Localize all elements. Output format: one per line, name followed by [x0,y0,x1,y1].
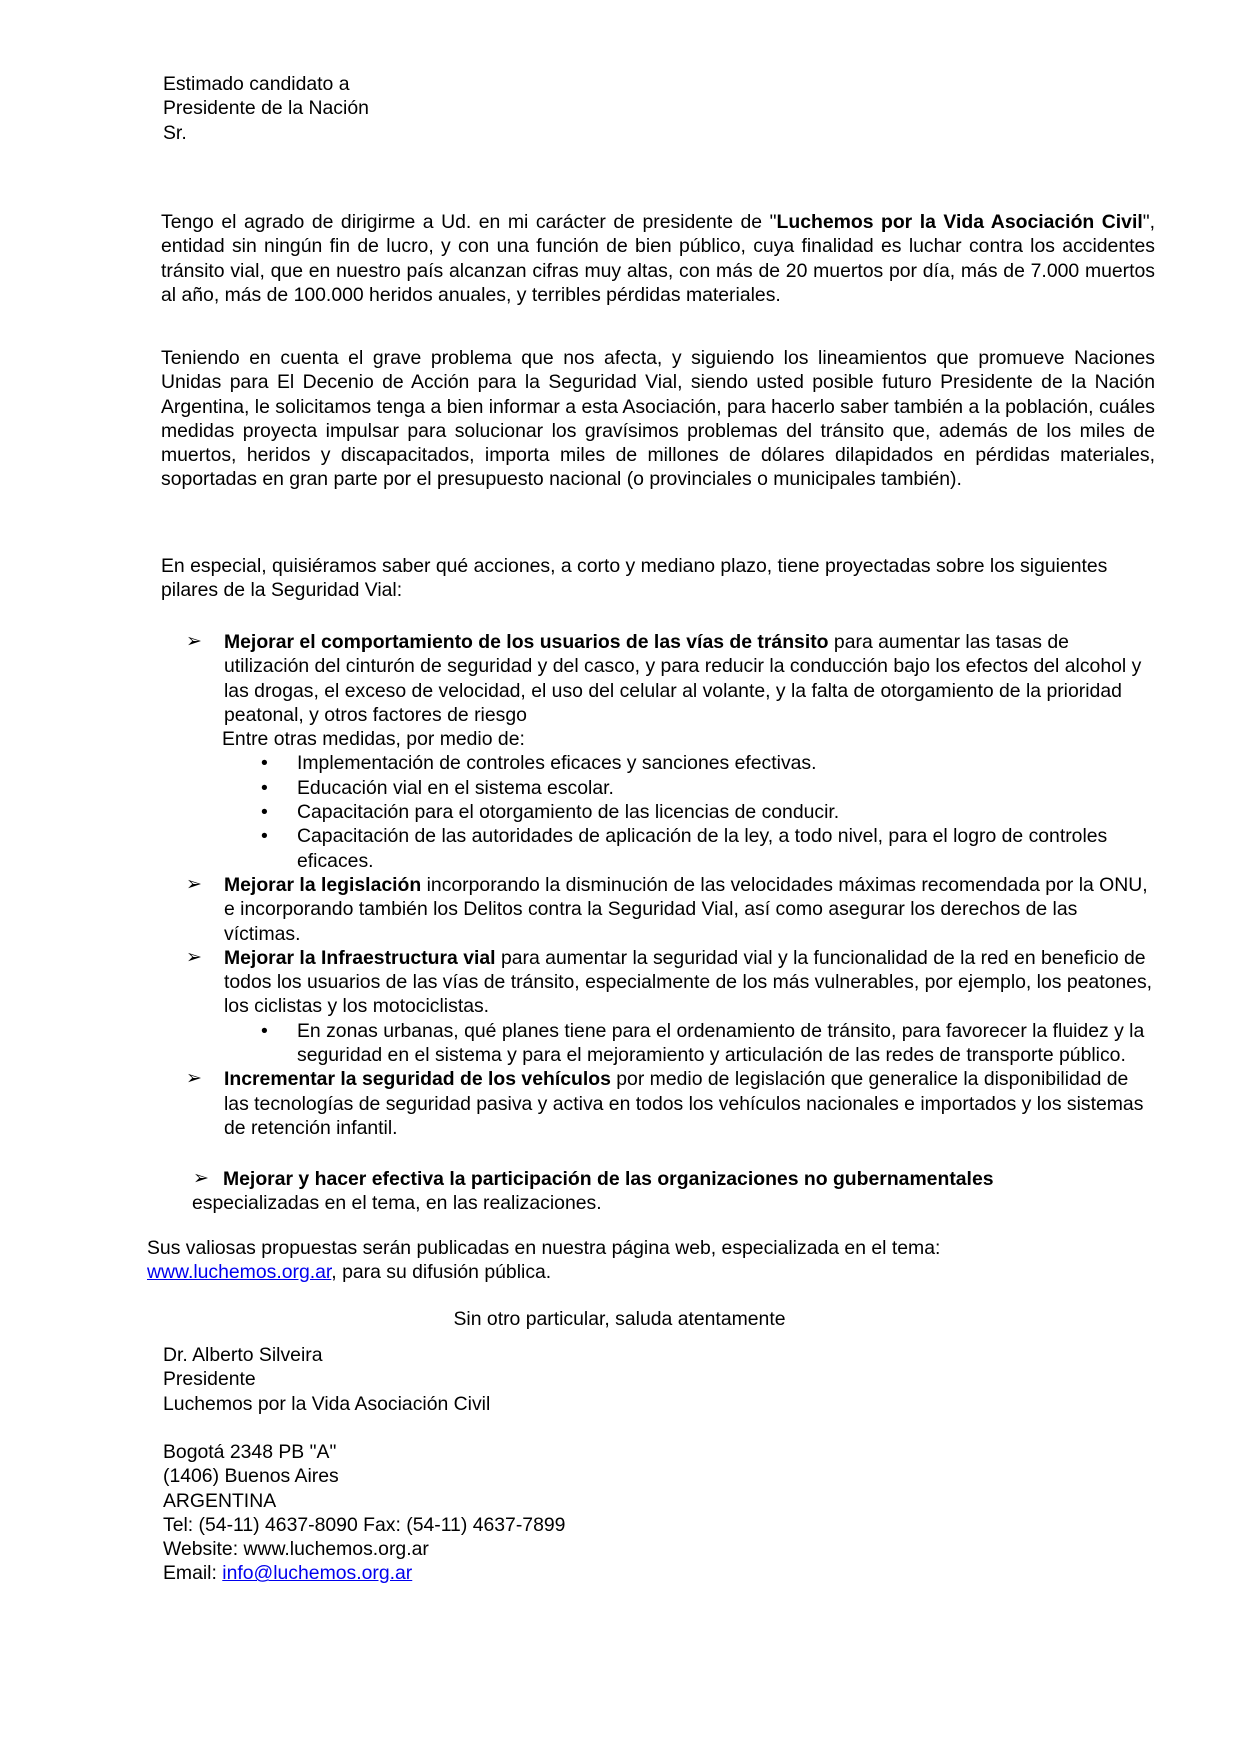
contact-country: ARGENTINA [163,1489,277,1512]
round-bullet-icon: • [261,776,268,799]
list-item-text: Capacitación de las autoridades de aplicación de la ley, a todo nivel, para el logro de controles eficaces. [297,825,1108,872]
request-paragraph: Teniendo en cuenta el grave problema que nos afecta, y siguiendo los lineamientos que promueve Naciones Unidas para El Decenio de Acción para la Seguridad Vial, siendo usted posible futuro Presidente de la Nación Argentina, le solicitamos tenga a bien informar a esta Asociación, para hacerlo saber también a la población, cuáles medidas proyecta impulsar para solucionar los gravísimos problemas del tránsito que, además de los miles de muertos, heridos y discapacitados, importa miles de millones de dólares dilapidados en pérdidas materiales, soportadas en gran parte por el presupuesto nacional (o provinciales o municipales también). [161,347,1155,491]
list-item [186,751,1158,775]
list-item-text: Capacitación para el otorgamiento de las licencias de conducir. [297,801,840,824]
recipient-address [163,72,763,145]
recipient-line-2: Presidente de la Nación [163,97,369,120]
pillar-bullets [186,751,1158,872]
contact-phone: Tel: (54-11) 4637-8090 Fax: (54-11) 4637-7899 [163,1513,566,1536]
list-item-text: En zonas urbanas, qué planes tiene para el ordenamiento de tránsito, para favorecer la fluidez y la seguridad en el sistema y para el mejoramiento y articulación de las redes de transporte público. [297,1019,1145,1067]
pillar-title: Mejorar la Infraestructura vial [224,946,496,969]
contact-city: (1406) Buenos Aires [163,1465,339,1488]
pillar-item [186,946,1158,1067]
arrowhead-bullet-icon: ➢ [186,1068,202,1090]
list-item [186,800,1158,824]
closing-paragraph [147,1236,1147,1285]
arrowhead-bullet-icon: ➢ [186,946,202,968]
pillar-title: Mejorar el comportamiento de los usuarios de las vías de tránsito [224,631,829,653]
list-item [186,1019,1158,1068]
pillar-text: para aumentar las tasas de utilización del cinturón de seguridad y del casco, y para reducir la conducción bajo los efectos del alcohol y las drogas, el exceso de velocidad, el uso del celular al volante, y la falta de otorgamiento de la prioridad peatonal, y otros factores de riesgo [224,631,1142,726]
contact-block [163,1440,863,1586]
signer-name: Dr. Alberto Silveira [163,1344,323,1366]
pillar-bullets [186,1019,1158,1068]
round-bullet-icon: • [261,752,268,775]
intro-text-end: ", entidad sin ningún fin de lucro, y con una función de bien público, cuya finalidad es luchar contra los accidentes tránsito vial, que en nuestro país alcanzan cifras muy altas, con más de 20 muertos por día, más de 7.000 muertos al año, más de 100.000 heridos anuales, y terribles pérdidas materiales. [161,211,1156,306]
round-bullet-icon: • [261,1019,268,1042]
round-bullet-icon: • [261,825,268,848]
intro-paragraph [161,210,1155,307]
closing-line-rest: , para su difusión pública. [331,1261,552,1284]
contact-website: Website: www.luchemos.org.ar [163,1538,429,1561]
arrowhead-bullet-icon: ➢ [186,873,202,895]
pillar-sub-intro: Entre otras medidas, por medio de: [222,728,525,751]
round-bullet-icon: • [261,801,268,824]
signer-organization: Luchemos por la Vida Asociación Civil [163,1392,491,1415]
organization-name: Luchemos por la Vida Asociación Civil [776,211,1143,233]
pillar-title: Incrementar la seguridad de los vehículos [224,1068,611,1091]
pillar-item [186,1067,1158,1140]
list-item-text: Educación vial en el sistema escolar. [297,776,614,799]
pillar-text: para aumentar la seguridad vial y la funcionalidad de la red en beneficio de todos los usuarios de las vías de tránsito, especialmente de los más vulnerables, por ejemplo, los peatones, los ciclistas y los motociclistas. [224,946,1153,1018]
pillar-text: especializadas en el tema, en las realizaciones. [192,1192,602,1215]
closing-line-2 [147,1260,1147,1284]
arrowhead-bullet-icon: ➢ [186,631,202,652]
pillar-item [193,1167,1093,1216]
pillars-list [186,630,1158,1140]
closing-line: Sus valiosas propuestas serán publicadas en nuestra página web, especializada en el tema: [147,1237,941,1259]
website-link[interactable]: www.luchemos.org.ar [147,1261,332,1284]
list-item-text: Implementación de controles eficaces y sanciones efectivas. [297,752,817,775]
pillar-text: por medio de legislación que generalice la disponibilidad de las tecnologías de seguridad pasiva y activa en todos los vehículos nacionales e importados y los sistemas de retención infantil. [224,1068,1144,1139]
email-label: Email: [163,1562,223,1585]
pillar-item [186,873,1158,946]
arrowhead-bullet-icon: ➢ [193,1168,209,1189]
list-item [186,824,1158,873]
pillar-title: Mejorar la legislación [224,873,422,896]
contact-email-line [163,1561,863,1585]
recipient-line-3: Sr. [163,121,187,144]
pillars-intro-paragraph: En especial, quisiéramos saber qué acciones, a corto y mediano plazo, tiene proyectadas sobre los siguientes pilares de la Seguridad Vial: [161,555,1108,602]
pillar-item [186,630,1158,873]
email-link[interactable]: info@luchemos.org.ar [222,1562,413,1585]
signature-block [163,1343,863,1416]
pillar-text: incorporando la disminución de las velocidades máximas recomendada por la ONU, e incorporando también los Delitos contra la Seguridad Vial, así como asegurar los derechos de las víctimas. [224,873,1148,945]
contact-street: Bogotá 2348 PB "A" [163,1441,337,1463]
recipient-line-1: Estimado candidato a [163,73,350,95]
pillar-title: Mejorar y hacer efectiva la participación de las organizaciones no gubernamentales [223,1168,994,1190]
intro-text-start: Tengo el agrado de dirigirme a Ud. en mi carácter de presidente de " [161,211,777,233]
salutation: Sin otro particular, saluda atentamente [453,1308,786,1330]
signer-title: Presidente [163,1368,256,1391]
list-item [186,776,1158,800]
